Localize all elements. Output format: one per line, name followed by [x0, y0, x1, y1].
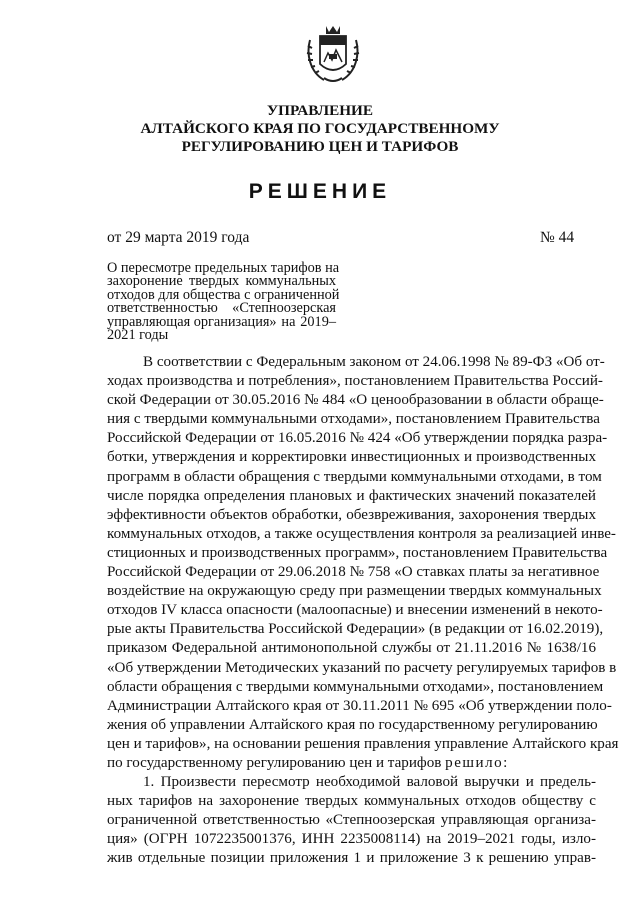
body-line: жения об управлении Алтайского края по государственному регулированию: [107, 716, 598, 733]
body-line: ходах производства и потребления», постановлением Правительства Россий-: [107, 373, 603, 390]
body-line: отходов IV класса опасности (малоопасные) и внесении изменений в некото-: [107, 602, 603, 619]
body-line: Администрации Алтайского края от 30.11.2011 № 695 «Об утверждении поло-: [107, 697, 612, 714]
subject-line: 2021 годы: [107, 327, 169, 344]
subject-line: захоронение твердых коммунальных: [107, 273, 336, 290]
body-line: приказом Федеральной антимонопольной службы от 21.11.2016 № 1638/16: [107, 640, 596, 657]
body-line: 1. Произвести пересмотр необходимой валовой выручки и предель-: [143, 774, 596, 791]
subject-line: ответственностью «Степноозерская: [107, 300, 336, 317]
body-line: области обращения с твердыми коммунальными отходами», постановлением: [107, 678, 604, 695]
body-line: числе порядка определения плановых и фактических значений показателей: [107, 487, 596, 504]
body-line: В соответствии с Федеральным законом от 24.06.1998 № 89-ФЗ «Об от-: [143, 354, 605, 370]
body-line: программ в области обращения с твердыми коммунальными отходами, в том: [107, 468, 602, 485]
subject-line: О пересмотре предельных тарифов на: [107, 260, 340, 276]
document-date: от 29 марта 2019 года: [107, 229, 250, 246]
document-subject: [107, 260, 340, 344]
document-title: РЕШЕНИЕ: [248, 180, 392, 203]
body-line: ния с твердыми коммунальными отходами», постановлением Правительства: [107, 411, 600, 428]
body-line: коммунальных отходов, а также осуществления контроля за реализацией инве-: [107, 525, 616, 542]
document-body: [107, 353, 619, 869]
body-line: «Об утверждении Методических указаний по расчету регулируемых тарифов в: [107, 659, 617, 676]
coat-of-arms-icon: [302, 20, 364, 88]
body-line: жив отдельные позиции приложения 1 и приложение 3 к решению управ-: [107, 850, 596, 867]
org-line: АЛТАЙСКОГО КРАЯ ПО ГОСУДАРСТВЕННОМУ: [140, 120, 500, 137]
body-line: ция» (ОГРН 1072235001376, ИНН 2235008114) на 2019–2021 годы, излo-: [107, 831, 596, 848]
body-line-decided: по государственному регулированию цен и тарифов решило:: [107, 754, 509, 771]
decided-word: решило:: [445, 754, 509, 771]
body-line: воздействие на окружающую среду при размещении твердых коммунальных: [107, 583, 602, 600]
document-number: № 44: [540, 229, 575, 246]
body-line: ботки, утверждения и корректировки инвестиционных и производственных: [107, 449, 596, 466]
body-line: ограниченной ответственностью «Степноозерская управляющая организа-: [107, 812, 596, 829]
body-line: Российской Федерации от 16.05.2016 № 424 «Об утверждении порядка разра-: [107, 430, 608, 447]
body-line: цен и тарифов», на основании решения правления управление Алтайского края: [107, 735, 619, 752]
body-line: эффективности объектов обработки, обезвреживания, захоронения твердых: [107, 506, 596, 523]
org-line: РЕГУЛИРОВАНИЮ ЦЕН И ТАРИФОВ: [181, 138, 459, 155]
body-line: ской Федерации от 30.05.2016 № 484 «О ценообразовании в области обраще-: [107, 392, 604, 409]
organization-header: [0, 102, 640, 156]
body-line: ных тарифов на захоронение твердых коммунальных отходов обществу с: [107, 793, 596, 810]
org-line: УПРАВЛЕНИЕ: [266, 102, 373, 119]
body-line: Российской Федерации от 29.06.2018 № 758 «О ставках платы за негативное: [107, 564, 600, 581]
subject-line: управляющая организация» на 2019–: [107, 313, 336, 330]
body-line: стиционных и производственных программ», постановлением Правительства: [107, 544, 608, 561]
body-line: рые акты Правительства Российской Федерации» (в редакции от 16.02.2019),: [107, 621, 604, 638]
subject-line: отходов для общества с ограниченной: [107, 286, 340, 303]
